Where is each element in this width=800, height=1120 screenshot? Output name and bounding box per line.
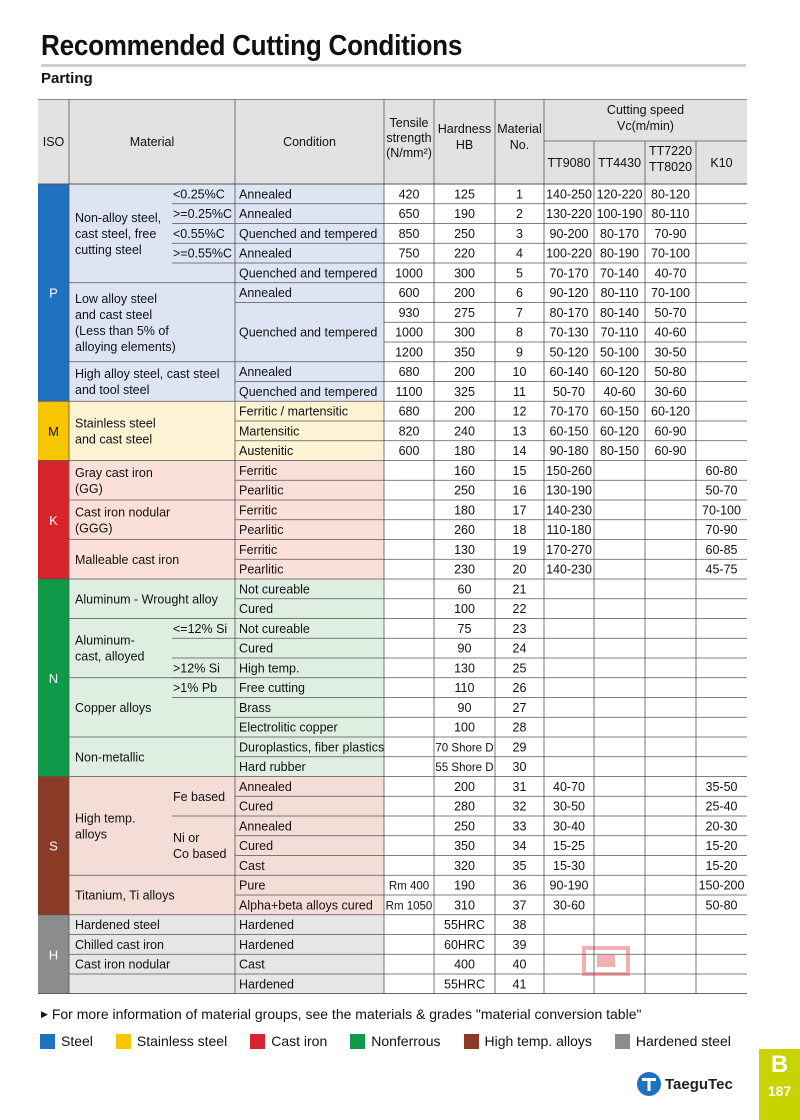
hardness-cell: 180 <box>454 444 475 459</box>
condition-cell: Ferritic <box>239 463 278 478</box>
condition-cell: Electrolitic copper <box>239 720 338 735</box>
hardness-cell: 75 <box>457 621 472 636</box>
material-sub-name: >12% Si <box>173 661 220 676</box>
legend-label: Stainless steel <box>136 1033 228 1049</box>
speed-tt4430-cell: 70-140 <box>600 266 639 281</box>
header-condition: Condition <box>283 135 336 149</box>
header-material-no: Material No. <box>497 122 542 152</box>
condition-cell: Cured <box>239 839 274 854</box>
legend-item-steel <box>40 1033 93 1049</box>
hardness-cell: 250 <box>454 819 475 834</box>
material-name: Cast iron nodular (GGG) <box>75 505 171 536</box>
iso-group-label: K <box>49 512 58 528</box>
material-name: Chilled cast iron <box>75 937 164 952</box>
condition-cell: Brass <box>239 700 271 715</box>
material-no-cell: 19 <box>512 542 527 557</box>
legend-swatch <box>250 1034 265 1049</box>
hardness-cell: 300 <box>454 266 475 281</box>
speed-tt4430-cell: 80-190 <box>600 246 639 261</box>
condition-cell: Quenched and tempered <box>239 226 378 241</box>
condition-cell: Hardened <box>239 918 294 933</box>
condition-cell: Martensitic <box>239 424 300 439</box>
speed-tt9080-cell: 70-170 <box>549 266 589 281</box>
hardness-cell: 300 <box>454 325 475 340</box>
condition-cell: Annealed <box>239 365 292 380</box>
speed-tt9080-cell: 140-230 <box>546 503 592 518</box>
tensile-cell: 600 <box>398 286 420 301</box>
legend-swatch <box>464 1034 479 1049</box>
speed-tt4430-cell: 100-190 <box>596 207 643 222</box>
speed-k10-cell: 60-85 <box>705 542 738 557</box>
speed-tt9080-cell: 30-60 <box>553 898 585 913</box>
hardness-cell: 190 <box>454 878 475 893</box>
material-name: Malleable cast iron <box>75 552 180 567</box>
header-material: Material <box>129 135 175 149</box>
material-no-cell: 14 <box>512 444 527 459</box>
hardness-cell: 100 <box>454 720 475 735</box>
speed-tt9080-cell: 70-170 <box>549 404 589 419</box>
legend-swatch <box>116 1034 131 1049</box>
condition-cell: Cast <box>239 957 265 972</box>
iso-legend <box>40 1033 754 1049</box>
material-no-cell: 10 <box>512 365 527 380</box>
footnote-text: For more information of material groups, see the materials & grades "material conversion table" <box>51 1006 642 1022</box>
footnote <box>41 1006 641 1022</box>
material-no-cell: 15 <box>512 463 527 478</box>
speed-tt7220-cell: 60-90 <box>654 424 687 439</box>
material-no-cell: 2 <box>516 207 523 222</box>
material-no-cell: 24 <box>512 641 527 656</box>
hardness-cell: 280 <box>454 799 475 814</box>
hardness-cell: 200 <box>454 286 475 301</box>
hardness-cell: 55 Shore D <box>435 762 494 775</box>
material-no-cell: 6 <box>516 286 523 301</box>
condition-cell: Free cutting <box>239 681 306 696</box>
hardness-cell: 180 <box>454 503 475 518</box>
speed-tt4430-cell: 80-140 <box>600 305 639 320</box>
watermark-logo <box>564 946 674 1006</box>
material-name: Aluminum - Wrought alloy <box>75 592 218 607</box>
speed-tt9080-cell: 100-220 <box>546 246 592 261</box>
condition-cell: Duroplastics, fiber plastics <box>239 740 385 755</box>
iso-group-label: N <box>48 670 59 686</box>
condition-cell: Ferritic <box>239 542 278 557</box>
tensile-cell: 1000 <box>395 325 423 340</box>
material-name: Aluminum-cast, alloyed <box>75 633 145 664</box>
condition-cell: Cured <box>239 641 274 656</box>
speed-k10-cell: 70-90 <box>705 523 738 538</box>
condition-cell: Annealed <box>239 819 292 834</box>
legend-item-hardened-steel <box>615 1033 731 1049</box>
material-no-cell: 37 <box>512 898 527 913</box>
hardness-cell: 55HRC <box>444 918 485 933</box>
speed-tt9080-cell: 50-70 <box>553 384 585 399</box>
speed-tt7220-cell: 50-80 <box>654 365 687 380</box>
header-tensile: Tensile strength (N/mm²) <box>386 116 432 160</box>
condition-cell: Cured <box>239 799 274 814</box>
section-subtitle: Parting <box>41 70 93 87</box>
hardness-cell: 320 <box>454 858 475 873</box>
condition-cell: Hardened <box>239 937 294 952</box>
speed-tt9080-cell: 90-200 <box>549 226 589 241</box>
speed-tt7220-cell: 70-100 <box>651 286 690 301</box>
material-no-cell: 25 <box>512 661 527 676</box>
material-sub-name: >=0.25%C <box>173 207 233 222</box>
speed-tt7220-cell: 80-120 <box>651 187 690 202</box>
section-tab-letter: B <box>770 1051 789 1078</box>
iso-group-label: P <box>49 285 58 301</box>
material-no-cell: 7 <box>516 305 523 320</box>
speed-k10-cell: 50-80 <box>705 898 738 913</box>
speed-tt4430-cell: 60-150 <box>600 404 639 419</box>
header-cutting-speed: Cutting speed Vc(m/min) <box>606 103 685 133</box>
legend-label: Nonferrous <box>371 1033 441 1049</box>
speed-k10-cell: 15-20 <box>705 858 738 873</box>
title-rule <box>41 64 746 67</box>
material-no-cell: 17 <box>512 503 527 518</box>
material-no-cell: 23 <box>512 621 527 636</box>
condition-cell: Ferritic <box>239 503 278 518</box>
hardness-cell: 350 <box>454 839 475 854</box>
triangle-bullet-icon: ▶ <box>41 1009 48 1019</box>
condition-cell: Not cureable <box>239 582 310 597</box>
speed-tt7220-cell: 80-110 <box>651 207 690 222</box>
hardness-cell: 110 <box>454 681 475 696</box>
tensile-cell: 600 <box>398 444 420 459</box>
header-hardness: Hardness HB <box>437 122 492 152</box>
material-name: High alloy steel, cast steel and tool steel <box>75 367 220 397</box>
material-name: Cast iron nodular <box>75 957 171 972</box>
hardness-cell: 130 <box>454 542 475 557</box>
tensile-cell: 820 <box>398 424 420 439</box>
speed-tt9080-cell: 15-25 <box>553 839 585 854</box>
material-no-cell: 18 <box>512 523 527 538</box>
legend-label: Cast iron <box>271 1033 328 1049</box>
speed-tt9080-cell: 170-270 <box>546 542 592 557</box>
hardness-cell: 70 Shore D <box>435 742 494 755</box>
material-sub-name: >1% Pb <box>173 681 218 696</box>
speed-tt4430-cell: 50-100 <box>600 345 639 360</box>
legend-swatch <box>40 1034 55 1049</box>
condition-cell: Annealed <box>239 207 292 222</box>
tensile-cell: 420 <box>398 187 420 202</box>
legend-label: High temp. alloys <box>484 1033 592 1049</box>
material-no-cell: 28 <box>512 720 527 735</box>
tensile-cell: 850 <box>398 226 420 241</box>
material-sub-name: Ni or Co based <box>173 831 227 862</box>
hardness-cell: 190 <box>454 207 475 222</box>
speed-k10-cell: 70-100 <box>702 503 741 518</box>
speed-tt9080-cell: 130-190 <box>546 483 592 498</box>
taegutec-logo-icon <box>636 1071 662 1097</box>
material-no-cell: 31 <box>512 779 527 794</box>
speed-tt7220-cell: 60-120 <box>651 404 690 419</box>
material-no-cell: 13 <box>512 424 527 439</box>
material-no-cell: 30 <box>512 760 527 775</box>
material-name: Non-alloy steel, cast steel, free cutting steel <box>75 210 162 257</box>
speed-tt9080-cell: 40-70 <box>553 779 585 794</box>
condition-cell: Cast <box>239 858 265 873</box>
material-sub-name: <0.25%C <box>173 187 225 202</box>
speed-tt4430-cell: 40-60 <box>603 384 636 399</box>
speed-tt7220-cell: 50-70 <box>654 305 687 320</box>
hardness-cell: 90 <box>457 700 472 715</box>
material-no-cell: 32 <box>512 799 527 814</box>
condition-cell: Pearlitic <box>239 562 284 577</box>
condition-cell: Pearlitic <box>239 483 284 498</box>
material-sub-name: >=0.55%C <box>173 246 233 261</box>
hardness-cell: 310 <box>454 898 475 913</box>
condition-cell: Quenched and tempered <box>239 384 378 399</box>
speed-tt9080-cell: 140-230 <box>546 562 592 577</box>
speed-tt9080-cell: 50-120 <box>549 345 589 360</box>
speed-tt4430-cell: 70-110 <box>600 325 639 340</box>
hardness-cell: 90 <box>457 641 472 656</box>
tensile-cell: 680 <box>398 365 420 380</box>
hardness-cell: 400 <box>454 957 475 972</box>
material-no-cell: 27 <box>512 700 527 715</box>
material-no-cell: 20 <box>512 562 527 577</box>
speed-k10-cell: 35-50 <box>705 779 738 794</box>
hardness-cell: 55HRC <box>444 977 485 992</box>
iso-group-label: M <box>48 423 59 439</box>
material-no-cell: 40 <box>512 957 527 972</box>
speed-k10-cell: 25-40 <box>705 799 738 814</box>
header-grade: TT4430 <box>597 156 642 170</box>
material-sub-name: Fe based <box>173 789 226 804</box>
header-grade: K10 <box>710 156 733 170</box>
material-no-cell: 33 <box>512 819 527 834</box>
hardness-cell: 200 <box>454 779 475 794</box>
condition-cell: Quenched and tempered <box>239 325 378 340</box>
speed-tt9080-cell: 80-170 <box>549 305 589 320</box>
speed-tt9080-cell: 15-30 <box>553 858 585 873</box>
hardness-cell: 60 <box>457 582 472 597</box>
speed-tt7220-cell: 70-90 <box>654 226 687 241</box>
speed-tt7220-cell: 70-100 <box>651 246 690 261</box>
tensile-cell: 1200 <box>395 345 423 360</box>
material-sub-name: <0.55%C <box>173 226 225 241</box>
speed-tt9080-cell: 90-120 <box>549 286 589 301</box>
speed-k10-cell: 50-70 <box>705 483 738 498</box>
hardness-cell: 200 <box>454 404 475 419</box>
page-title: Recommended Cutting Conditions <box>41 30 463 62</box>
material-no-cell: 8 <box>516 325 523 340</box>
condition-cell: Annealed <box>239 286 292 301</box>
material-name: Hardened steel <box>75 918 160 933</box>
material-no-cell: 39 <box>512 937 527 952</box>
speed-tt9080-cell: 150-260 <box>546 463 592 478</box>
material-no-cell: 29 <box>512 740 527 755</box>
legend-item-cast-iron <box>250 1033 327 1049</box>
speed-tt9080-cell: 90-180 <box>549 444 589 459</box>
legend-item-stainless-steel <box>116 1033 227 1049</box>
condition-cell: Pure <box>239 878 266 893</box>
condition-cell: High temp. <box>239 661 300 676</box>
tensile-cell: 930 <box>398 305 420 320</box>
condition-cell: Pearlitic <box>239 523 284 538</box>
condition-cell: Ferritic / martensitic <box>239 404 349 419</box>
speed-tt9080-cell: 60-150 <box>549 424 589 439</box>
speed-k10-cell: 15-20 <box>705 839 738 854</box>
iso-group-label: H <box>48 947 59 963</box>
hardness-cell: 240 <box>454 424 475 439</box>
hardness-cell: 250 <box>454 483 475 498</box>
hardness-cell: 220 <box>454 246 475 261</box>
hardness-cell: 350 <box>454 345 475 360</box>
legend-swatch <box>350 1034 365 1049</box>
legend-item-nonferrous <box>350 1033 440 1049</box>
speed-tt7220-cell: 30-60 <box>654 384 687 399</box>
material-name: Copper alloys <box>75 700 152 715</box>
speed-tt4430-cell: 80-110 <box>600 286 639 301</box>
material-no-cell: 16 <box>512 483 527 498</box>
speed-tt9080-cell: 90-190 <box>549 878 589 893</box>
header-iso: ISO <box>42 135 65 149</box>
legend-swatch <box>615 1034 630 1049</box>
section-tab <box>759 1049 800 1120</box>
material-sub-name: <=12% Si <box>173 621 228 636</box>
header-grade: TT7220 TT8020 <box>648 144 693 174</box>
material-name: Non-metallic <box>75 750 145 765</box>
cutting-conditions-grid <box>38 99 747 994</box>
speed-tt7220-cell: 40-60 <box>654 325 687 340</box>
brand-name: TaeguTec <box>665 1075 733 1093</box>
material-no-cell: 35 <box>512 858 527 873</box>
hardness-cell: 250 <box>454 226 475 241</box>
tensile-cell: 750 <box>398 246 420 261</box>
speed-tt4430-cell: 80-170 <box>600 226 639 241</box>
speed-tt7220-cell: 30-50 <box>654 345 687 360</box>
material-no-cell: 5 <box>516 266 523 281</box>
cutting-conditions-table <box>38 99 747 994</box>
iso-group-label: S <box>49 838 58 854</box>
condition-cell: Alpha+beta alloys cured <box>239 898 373 913</box>
hardness-cell: 200 <box>454 365 475 380</box>
material-no-cell: 38 <box>512 918 527 933</box>
speed-tt9080-cell: 130-220 <box>546 207 592 222</box>
material-no-cell: 11 <box>513 384 526 399</box>
material-name: High temp. alloys <box>75 811 136 842</box>
hardness-cell: 60HRC <box>444 937 485 952</box>
material-no-cell: 26 <box>512 681 527 696</box>
speed-tt4430-cell: 120-220 <box>596 187 643 202</box>
speed-tt4430-cell: 60-120 <box>600 424 639 439</box>
condition-cell: Austenitic <box>239 444 294 459</box>
speed-k10-cell: 60-80 <box>705 463 738 478</box>
condition-cell: Annealed <box>239 187 292 202</box>
hardness-cell: 160 <box>454 463 475 478</box>
hardness-cell: 125 <box>454 187 475 202</box>
material-no-cell: 22 <box>512 602 527 617</box>
speed-k10-cell: 45-75 <box>705 562 738 577</box>
speed-tt7220-cell: 60-90 <box>654 444 687 459</box>
material-no-cell: 4 <box>516 246 523 261</box>
hardness-cell: 130 <box>454 661 475 676</box>
material-no-cell: 1 <box>516 187 523 202</box>
speed-tt7220-cell: 40-70 <box>654 266 687 281</box>
material-no-cell: 34 <box>512 839 527 854</box>
condition-cell: Not cureable <box>239 621 310 636</box>
hardness-cell: 260 <box>454 523 475 538</box>
tensile-cell: 680 <box>398 404 420 419</box>
legend-label: Steel <box>61 1033 93 1049</box>
tensile-cell: 1100 <box>395 384 423 399</box>
condition-cell: Annealed <box>239 779 292 794</box>
material-name: Gray cast iron (GG) <box>75 465 153 496</box>
tensile-cell: 1000 <box>395 266 423 281</box>
tensile-cell: Rm 400 <box>388 880 430 893</box>
material-name: Low alloy steel and cast steel (Less than 5% of alloying elements) <box>75 291 176 354</box>
speed-tt9080-cell: 30-50 <box>553 799 585 814</box>
hardness-cell: 230 <box>454 562 475 577</box>
speed-tt9080-cell: 110-180 <box>546 523 592 538</box>
speed-tt4430-cell: 80-150 <box>600 444 639 459</box>
hardness-cell: 100 <box>454 602 475 617</box>
material-no-cell: 41 <box>512 977 527 992</box>
speed-tt9080-cell: 140-250 <box>546 187 592 202</box>
condition-cell: Quenched and tempered <box>239 266 378 281</box>
material-name: Stainless steel and cast steel <box>75 416 156 447</box>
speed-tt9080-cell: 70-130 <box>549 325 589 340</box>
material-no-cell: 36 <box>512 878 527 893</box>
material-name: Titanium, Ti alloys <box>75 888 175 903</box>
hardness-cell: 325 <box>454 384 475 399</box>
material-no-cell: 3 <box>516 226 523 241</box>
tensile-cell: Rm 1050 <box>385 900 433 913</box>
condition-cell: Hardened <box>239 977 294 992</box>
legend-item-high-temp-alloys <box>464 1033 592 1049</box>
brand-logo <box>636 1071 733 1097</box>
speed-tt9080-cell: 30-40 <box>553 819 585 834</box>
material-no-cell: 12 <box>512 404 527 419</box>
tensile-cell: 650 <box>398 207 420 222</box>
speed-k10-cell: 150-200 <box>698 878 745 893</box>
condition-cell: Hard rubber <box>239 760 306 775</box>
legend-label: Hardened steel <box>635 1033 731 1049</box>
page-number: 187 <box>767 1083 792 1099</box>
header-grade: TT9080 <box>547 156 591 170</box>
speed-tt4430-cell: 60-120 <box>600 365 639 380</box>
speed-tt9080-cell: 60-140 <box>549 365 589 380</box>
condition-cell: Cured <box>239 602 274 617</box>
hardness-cell: 275 <box>454 305 475 320</box>
material-no-cell: 9 <box>516 345 523 360</box>
condition-cell: Annealed <box>239 246 292 261</box>
material-no-cell: 21 <box>512 582 527 597</box>
speed-k10-cell: 20-30 <box>705 819 738 834</box>
